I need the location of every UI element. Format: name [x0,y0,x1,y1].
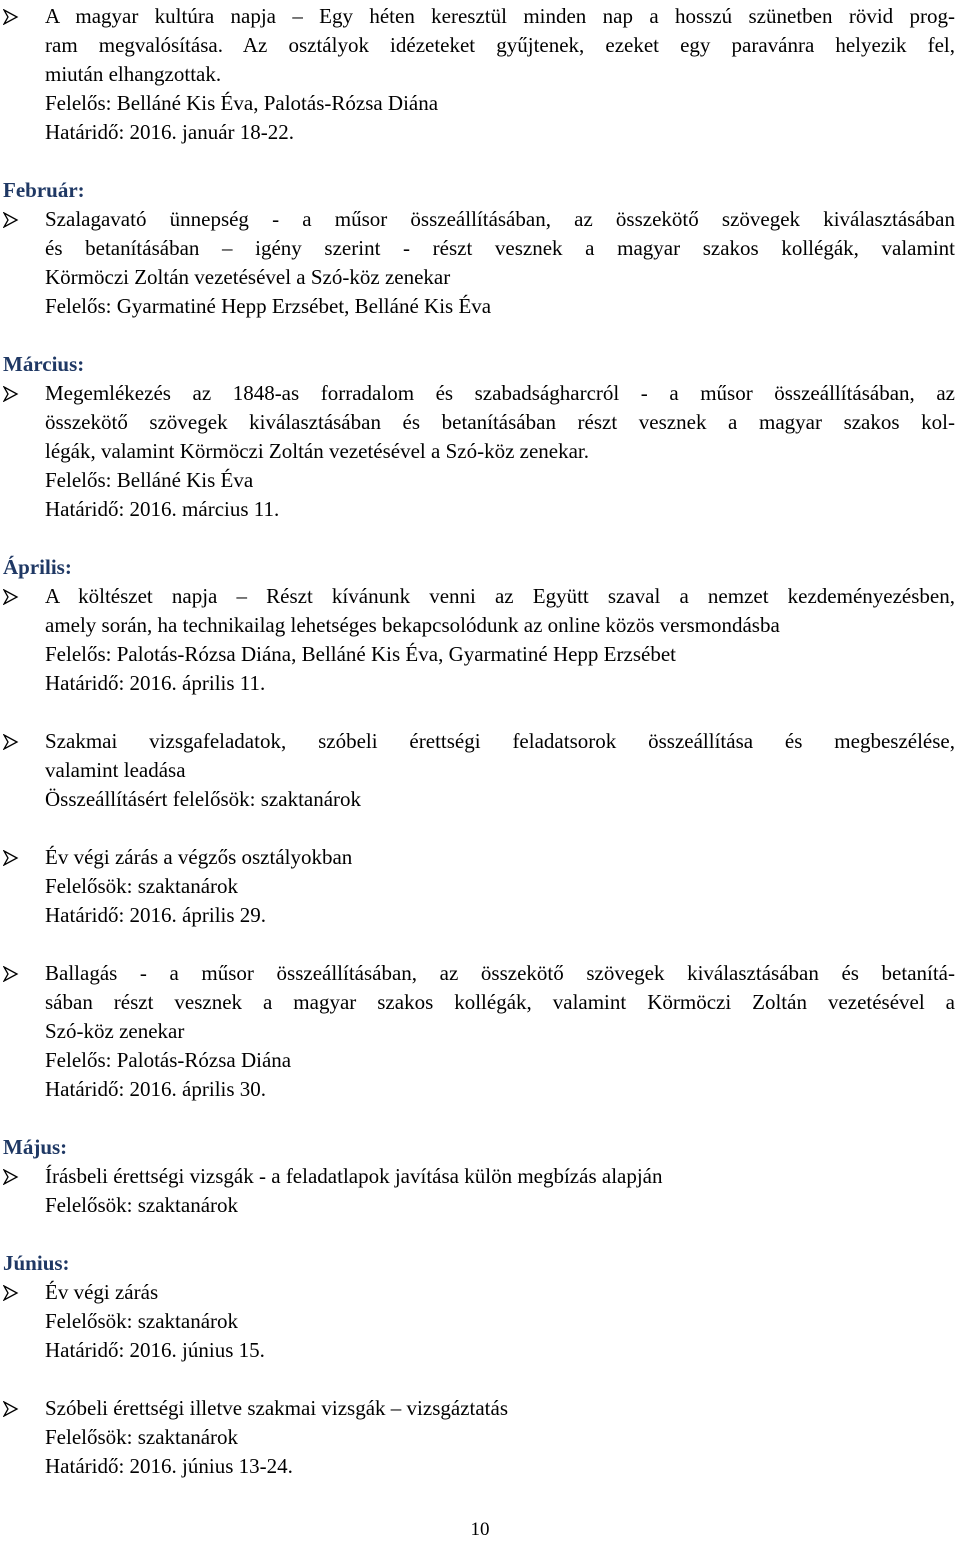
arrow-bullet-icon [3,582,33,611]
text-line [0,872,960,901]
line-text: Határidő: 2016. június 13-24. [45,1454,293,1478]
line-text: sában részt vesznek a magyar szakos kollégák, valamint Körmöczi Zoltán vezetésével a [45,990,955,1014]
section-spacer [0,147,960,176]
line-text: Felelős: Palotás-Rózsa Diána [45,1048,292,1072]
text-line [0,1075,960,1104]
line-text: és betanításában – igény szerint - részt vesznek a magyar szakos kollégák, valamint [45,236,955,260]
line-text: Év végi zárás a végzős osztályokban [45,845,353,869]
text-line [0,1046,960,1075]
list-item [0,1162,960,1220]
line-text: Határidő: 2016. június 15. [45,1338,265,1362]
line-text: Felelősök: szaktanárok [45,1193,239,1217]
text-line [0,2,955,31]
text-line [0,1394,960,1423]
item-spacer [0,930,960,959]
text-line [0,1452,960,1481]
line-text: Felelős: Palotás-Rózsa Diána, Belláné Kis Éva, Gyarmatiné Hepp Erzsébet [45,642,676,666]
text-line [0,611,960,640]
line-text: összekötő szövegek kiválasztásában és betanításában részt vesznek a magyar szakos kol- [45,410,955,434]
line-text: amely során, ha technikailag lehetséges bekapcsolódunk az online közös versmondásba [45,613,780,637]
text-line [0,408,955,437]
line-text: Felelősök: szaktanárok [45,874,239,898]
item-spacer [0,698,960,727]
month-section [0,1133,960,1220]
list-item [0,843,960,930]
text-line [0,1162,960,1191]
line-text: Határidő: 2016. március 11. [45,497,280,521]
section-heading: Április: [3,555,72,579]
section-spacer [0,1104,960,1133]
text-line [0,466,960,495]
text-line [0,669,960,698]
text-line [0,959,955,988]
text-line [0,1017,960,1046]
line-text: Felelős: Belláné Kis Éva [45,468,254,492]
text-line [0,205,955,234]
line-text: Felelősök: szaktanárok [45,1425,239,1449]
line-text: Határidő: 2016. január 18-22. [45,120,295,144]
text-line [0,756,960,785]
line-text: Megemlékezés az 1848-as forradalom és szabadságharcról - a műsor összeállításában, az [45,381,955,405]
section-heading: Május: [3,1135,68,1159]
text-line [0,1191,960,1220]
line-text: Szalagavató ünnepség - a műsor összeállításában, az összekötő szövegek kiválasztásában [45,207,955,231]
text-line [0,843,960,872]
line-text: Szakmai vizsgafeladatok, szóbeli érettségi feladatsorok összeállítása és megbeszélése, [45,729,955,753]
arrow-bullet-icon [3,727,33,756]
line-text: Ballagás - a műsor összeállításában, az összekötő szövegek kiválasztásában és betanítá- [45,961,955,985]
text-line [0,1278,960,1307]
text-line [0,89,960,118]
line-text: Szóbeli érettségi illetve szakmai vizsgák – vizsgáztatás [45,1396,509,1420]
month-section [0,350,960,524]
text-line [0,785,960,814]
month-section [0,1249,960,1481]
line-text: valamint leadása [45,758,186,782]
text-line [0,640,960,669]
text-line [0,437,960,466]
list-item [0,205,960,321]
line-text: Határidő: 2016. április 11. [45,671,266,695]
section-heading: Február: [3,178,85,202]
line-text: Felelős: Belláné Kis Éva, Palotás-Rózsa Diána [45,91,439,115]
arrow-bullet-icon [3,1394,33,1423]
line-text: Írásbeli érettségi vizsgák - a feladatlapok javítása külön megbízás alapján [45,1164,663,1188]
line-text: A költészet napja – Részt kívánunk venni az Együtt szaval a nemzet kezdeményezésben, [45,584,955,608]
arrow-bullet-icon [3,1278,33,1307]
line-text: Év végi zárás [45,1280,159,1304]
item-spacer [0,814,960,843]
line-text: miután elhangzottak. [45,62,222,86]
arrow-bullet-icon [3,959,33,988]
month-section [0,176,960,321]
line-text: Felelős: Gyarmatiné Hepp Erzsébet, Belláné Kis Éva [45,294,492,318]
list-item [0,379,960,524]
line-text: légák, valamint Körmöczi Zoltán vezetésével a Szó-köz zenekar. [45,439,590,463]
line-text: Határidő: 2016. április 29. [45,903,267,927]
list-item [0,2,960,147]
line-text: ram megvalósítása. Az osztályok idézeteket gyűjtenek, ezeket egy paravánra helyezik fel, [45,33,955,57]
list-item [0,727,960,814]
text-line [0,118,960,147]
document-body [0,2,960,1481]
list-item [0,1278,960,1365]
text-line [0,31,955,60]
line-text: Felelősök: szaktanárok [45,1309,239,1333]
text-line [0,1336,960,1365]
arrow-bullet-icon [3,843,33,872]
text-line [0,379,955,408]
list-item [0,582,960,698]
text-line [0,263,960,292]
text-line [0,582,955,611]
text-line [0,495,960,524]
text-line [0,234,955,263]
month-section [0,553,960,1104]
line-text: Szó-köz zenekar [45,1019,185,1043]
list-item [0,1394,960,1481]
text-line [0,988,955,1017]
arrow-bullet-icon [3,379,33,408]
arrow-bullet-icon [3,2,33,31]
page-number: 10 [470,1519,490,1540]
section-spacer [0,524,960,553]
arrow-bullet-icon [3,205,33,234]
item-spacer [0,1365,960,1394]
text-line [0,292,960,321]
section-spacer [0,321,960,350]
text-line [0,1423,960,1452]
line-text: Összeállításért felelősök: szaktanárok [45,787,362,811]
section-heading: Március: [3,352,85,376]
line-text: Határidő: 2016. április 30. [45,1077,267,1101]
section-heading: Június: [3,1251,70,1275]
text-line [0,901,960,930]
text-line [0,1307,960,1336]
arrow-bullet-icon [3,1162,33,1191]
text-line [0,60,960,89]
line-text: Körmöczi Zoltán vezetésével a Szó-köz zenekar [45,265,451,289]
line-text: A magyar kultúra napja – Egy héten keresztül minden nap a hosszú szünetben rövid prog- [45,4,955,28]
section-spacer [0,1220,960,1249]
text-line [0,727,955,756]
list-item [0,959,960,1104]
